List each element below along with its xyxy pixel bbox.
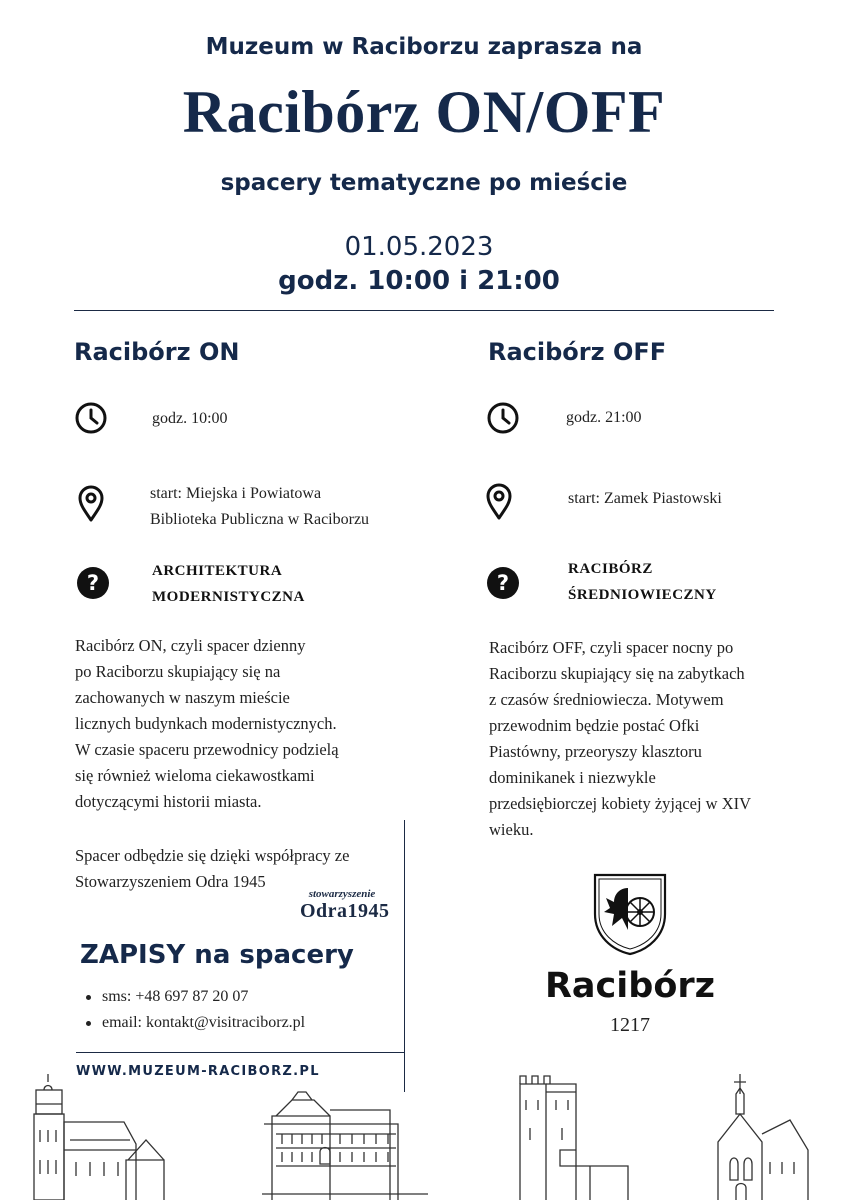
email-contact: email: kontakt@visitraciborz.pl — [84, 1010, 305, 1036]
on-description-line: po Raciborzu skupiający się na — [75, 662, 281, 681]
clock-icon — [486, 400, 520, 438]
divider — [74, 310, 774, 311]
website-link: WWW.MUZEUM-RACIBORZ.PL — [76, 1064, 320, 1079]
off-description-line: z czasów średniowiecza. Motywem — [489, 690, 724, 709]
on-start-line2: Biblioteka Publiczna w Raciborzu — [150, 511, 370, 528]
on-heading: Racibórz ON — [74, 338, 240, 366]
svg-text:?: ? — [496, 571, 510, 595]
on-start — [150, 481, 369, 533]
on-topic-line1: ARCHITEKTURA — [152, 563, 283, 579]
question-icon — [486, 564, 520, 602]
buildings-illustration — [0, 1070, 848, 1200]
on-description-line: licznych budynkach modernistycznych. — [75, 714, 337, 733]
off-time: godz. 21:00 — [566, 409, 642, 426]
footer-divider — [76, 1052, 404, 1053]
city-logo-name: Racibórz — [544, 966, 716, 1006]
off-topic-line2: ŚREDNIOWIECZNY — [568, 587, 717, 603]
on-time: godz. 10:00 — [152, 410, 228, 427]
city-logo-year: 1217 — [610, 1014, 650, 1036]
signup-heading: ZAPISY na spacery — [80, 940, 354, 970]
sms-contact: sms: +48 697 87 20 07 — [84, 984, 305, 1010]
on-topic-line2: MODERNISTYCZNA — [152, 589, 305, 605]
on-description-line: się również wieloma ciekawostkami — [75, 766, 315, 785]
on-topic — [152, 558, 305, 610]
on-description-line: Racibórz ON, czyli spacer dzienny — [75, 636, 306, 655]
question-icon — [76, 564, 110, 602]
off-start: start: Zamek Piastowski — [568, 490, 722, 507]
event-hours: godz. 10:00 i 21:00 — [278, 266, 560, 296]
coat-of-arms-icon — [592, 872, 668, 956]
location-pin-icon — [484, 482, 518, 520]
off-description-line: przedsiębiorczej kobiety żyjącej w XIV — [489, 794, 752, 813]
contact-list — [84, 984, 305, 1036]
off-description-line: wieku. — [489, 820, 534, 839]
column-divider — [404, 820, 405, 1092]
off-description-line: dominikanek i niezwykle — [489, 768, 656, 787]
odra-logo-line2: Odra1945 — [300, 900, 390, 922]
on-start-line1: start: Miejska i Powiatowa — [150, 485, 322, 502]
cooperation-line: Stowarzyszeniem Odra 1945 — [75, 872, 266, 891]
intro-text: Muzeum w Raciborzu zaprasza na — [205, 34, 643, 60]
off-description-line: przewodnim będzie postać Ofki — [489, 716, 700, 735]
on-description-line: zachowanych w naszym mieście — [75, 688, 290, 707]
off-topic — [568, 556, 717, 608]
off-description — [489, 635, 751, 843]
off-topic-line1: RACIBÓRZ — [568, 561, 653, 577]
svg-text:?: ? — [86, 571, 100, 595]
clock-icon — [74, 400, 108, 438]
cooperation-line: Spacer odbędzie się dzięki współpracy ze — [75, 846, 350, 865]
odra-logo-line1: stowarzyszenie — [308, 888, 376, 900]
on-description-line: W czasie spaceru przewodnicy podzielą — [75, 740, 339, 759]
location-pin-icon — [76, 484, 110, 522]
on-description — [75, 633, 339, 815]
off-description-line: Piastówny, przeoryszy klasztoru — [489, 742, 702, 761]
off-heading: Racibórz OFF — [488, 338, 667, 366]
subtitle: spacery tematyczne po mieście — [220, 170, 628, 196]
odra-1945-logo — [300, 888, 390, 923]
event-date: 01.05.2023 — [344, 232, 494, 262]
off-description-line: Racibórz OFF, czyli spacer nocny po — [489, 638, 734, 657]
page-title: Racibórz ON/OFF — [182, 79, 666, 145]
off-description-line: Raciborzu skupiający się na zabytkach — [489, 664, 745, 683]
on-description-line: dotyczącymi historii miasta. — [75, 792, 262, 811]
